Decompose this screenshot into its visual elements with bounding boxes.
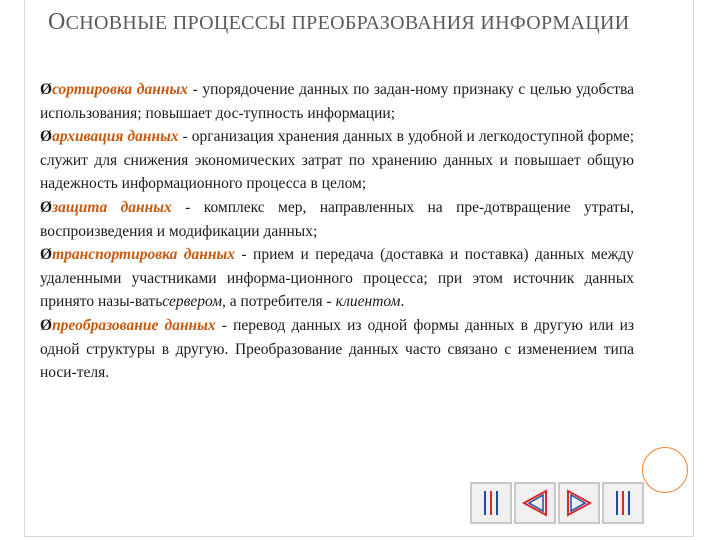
content-body	[40, 78, 634, 385]
item-text: - прием и передача (доставка и поставка) данных между удаленными участниками информа-ционного процесса; при этом источник данных принято назы-вать	[40, 246, 634, 311]
item-term: сортировка данных	[52, 81, 188, 98]
list-item	[40, 314, 634, 385]
bullet-arrow-icon: Ø	[40, 81, 53, 98]
item-term: защита данных	[52, 198, 172, 216]
item-term: архивация данных	[52, 128, 179, 146]
item-text: .	[400, 293, 405, 311]
list-item	[40, 125, 634, 196]
last-slide-button[interactable]	[602, 482, 644, 524]
bullet-arrow-icon: Ø	[40, 316, 53, 334]
list-item	[40, 243, 634, 314]
slide-title	[48, 2, 668, 43]
item-term: преобразование данных	[52, 316, 216, 334]
list-item	[40, 78, 634, 125]
skip-to-last-icon	[608, 488, 638, 518]
item-text: - упорядочение данных по задан-ному признаку с целью удобства использования; повышает дос-тупность информации;	[40, 81, 635, 122]
decorative-circle	[642, 447, 688, 493]
first-slide-button[interactable]	[470, 482, 512, 524]
skip-to-first-icon	[476, 488, 506, 518]
item-emphasis: сервером	[162, 293, 222, 311]
item-text: - организация хранения данных в удобной и легкодоступной форме; служит для снижения экономических затрат по хранению данных и повышает общую надежность информационного процесса в целом;	[40, 128, 634, 193]
list-item	[40, 196, 634, 243]
bullet-arrow-icon: Ø	[40, 246, 53, 264]
bullet-arrow-icon: Ø	[40, 198, 53, 216]
previous-triangle-icon	[520, 488, 550, 518]
previous-slide-button[interactable]	[514, 482, 556, 524]
next-triangle-icon	[564, 488, 594, 518]
slide-navigation	[470, 482, 644, 524]
item-emphasis: клиентом	[335, 293, 401, 311]
next-slide-button[interactable]	[558, 482, 600, 524]
bullet-arrow-icon: Ø	[40, 128, 53, 146]
title-first-letter: О	[48, 9, 66, 35]
item-text: - комплекс мер, направленных на пре-дотвращение утраты, воспроизведения и модификации данных;	[40, 198, 634, 240]
item-text: , а потребителя -	[222, 293, 336, 311]
title-rest: СНОВНЫЕ ПРОЦЕССЫ ПРЕОБРАЗОВАНИЯ ИНФОРМАЦИИ	[65, 12, 630, 34]
item-text: - перевод данных из одной формы данных в другую или из одной структуры в другую. Преобразование данных часто связано с изменением типа носи-теля.	[40, 316, 634, 382]
item-term: транспортировка данных	[52, 246, 235, 264]
